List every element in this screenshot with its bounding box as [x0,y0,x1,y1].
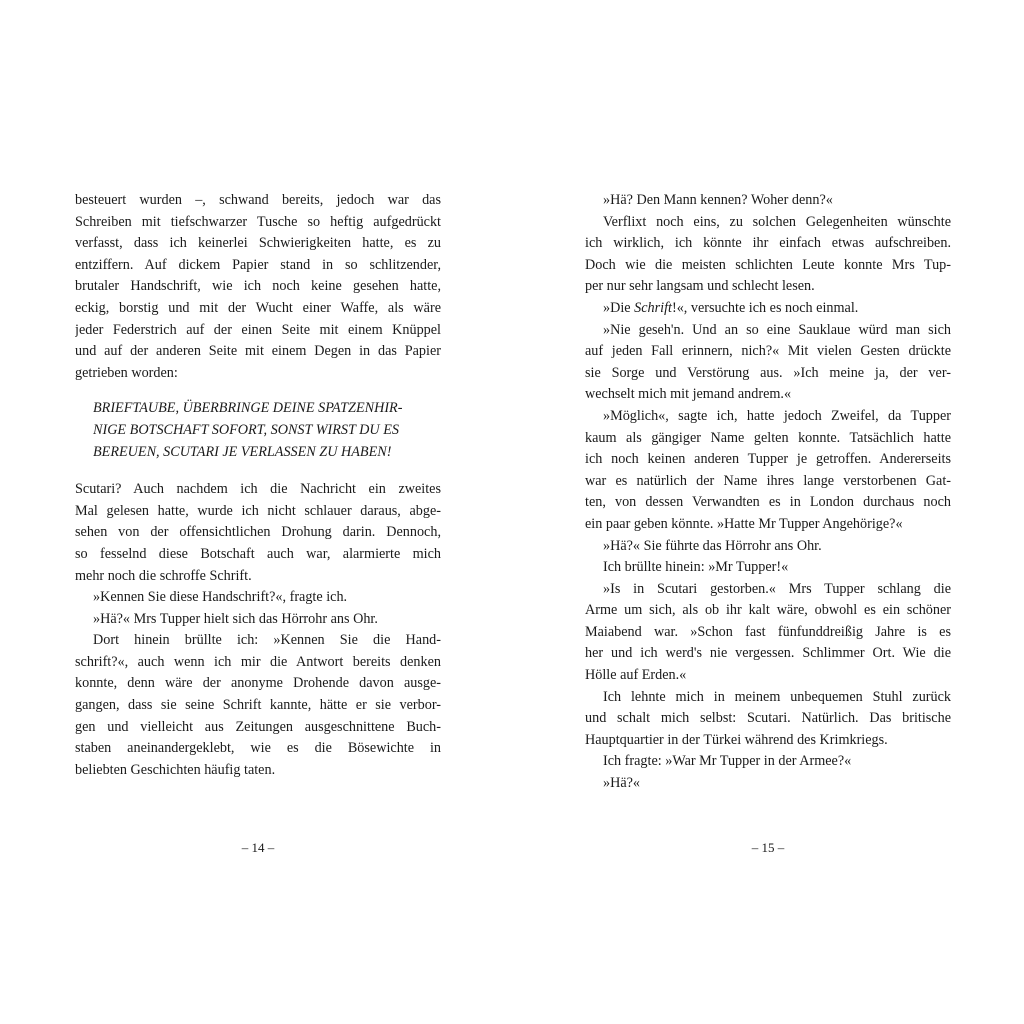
text-line: gangen, dass sie seine Schrift kannte, hätte er sie verbor- [75,697,441,714]
text-line: »Hä? Den Mann kennen? Woher denn?« [603,192,833,208]
text-line: mehr noch die schroffe Schrift. [75,567,252,584]
left-page [75,190,441,781]
text-line: und auf der anderen Seite mit einem Degen in das Papier [75,343,441,360]
text-line: beliebten Geschichten häufig taten. [75,761,276,778]
text-line: Hölle auf Erden.« [585,667,687,684]
text-line: staben aneinandergeklebt, wie es die Bösewichte in [75,740,441,757]
text-line: »Is in Scutari gestorben.« Mrs Tupper schlang die [603,580,951,597]
paragraph [75,587,441,609]
text-line: getrieben worden: [75,364,178,381]
text-line: Doch wie die meisten schlichten Leute konnte Mrs Tup- [585,256,951,273]
text-line: Schreiben mit tiefschwarzer Tusche so heftig aufgedrückt [75,213,441,230]
text-line: Ich fragte: »War Mr Tupper in der Armee?« [603,753,852,770]
text-line: »Nie geseh'n. Und an so eine Sauklaue würd man sich [603,321,951,338]
paragraph [585,320,951,406]
block-quote [93,398,441,463]
text-line: »Hä?« Sie führte das Hörrohr ans Ohr. [603,537,822,554]
paragraph [585,557,951,579]
text-line: so fesselnd diese Botschaft auch war, alarmierte mich [75,545,441,562]
text-line: entziffern. Auf dickem Papier stand in so schlitzender, [75,256,441,273]
text-line: Verflixt noch eins, zu solchen Gelegenheiten wünschte [603,213,951,230]
text-line: ein paar geben könnte. »Hatte Mr Tupper Angehörige?« [585,515,903,532]
text-line: »Kennen Sie diese Handschrift?«, fragte ich. [93,589,348,606]
text-line: eckig, borstig und mit der Wucht einer Waffe, als wäre [75,299,441,316]
paragraph [75,479,441,587]
text-line: konnte, denn wäre der anonyme Drohende davon ausge- [75,675,441,692]
paragraph [75,630,441,781]
text-line: schrift?«, auch wenn ich mir die Antwort bereits denken [75,653,441,670]
paragraph [585,212,951,298]
paragraph [585,190,951,212]
paragraph [585,687,951,752]
text-line: auf jeden Fall erinnern, nich?« Mit vielen Gesten drückte [585,343,951,360]
paragraph [585,536,951,558]
text-line: Maiabend war. »Schon fast fünfunddreißig Jahre is es [585,623,951,640]
text-line: »Möglich«, sagte ich, hatte jedoch Zweifel, da Tupper [603,407,951,424]
text-line: verfasst, dass ich keinerlei Schwierigkeiten hatte, es zu [75,235,441,252]
page-number-left: – 14 – [241,840,275,855]
text-line: ich noch keinen anderen Tupper je getroffen. Andererseits [585,451,951,468]
text-line: NIGE BOTSCHAFT SOFORT, SONST WIRST DU ES [93,421,399,438]
emphasis: Schrift [634,299,672,316]
paragraph [75,190,441,384]
text-line: gen und vielleicht aus Zeitungen ausgeschnittene Buch- [75,718,441,735]
page-number-right: – 15 – [751,840,785,855]
paragraph [585,406,951,536]
text-line: kaum als gängiger Name gelten konnte. Tatsächlich hatte [585,429,951,446]
paragraph [585,751,951,773]
text-line: und schalt mich selbst: Scutari. Natürlich. Das britische [585,710,951,727]
text-line: Ich lehnte mich in meinem unbequemen Stuhl zurück [603,688,951,705]
text-line: BEREUEN, SCUTARI JE VERLASSEN ZU HABEN! [93,443,392,460]
text-line: per nur sehr langsam und schlecht lesen. [585,278,815,295]
text-line: sie Sorge und Verstörung aus. »Ich meine ja, der ver- [585,364,951,381]
text-line: wechselt mich mit jemand andrem.« [585,386,792,403]
text-line: Dort hinein brüllte ich: »Kennen Sie die Hand- [93,632,441,649]
text-line: her und ich werd's nie vergessen. Schlimmer Ort. Wie die [585,645,951,662]
paragraph [75,609,441,631]
text-line: jeder Federstrich auf der einen Seite mit einem Knüppel [75,321,441,338]
text-line: sehen von der offensichtlichen Drohung darin. Dennoch, [75,524,441,541]
paragraph [585,773,951,795]
text-line: Scutari? Auch nachdem ich die Nachricht ein zweites [75,481,441,498]
text-line: »Hä?« [603,775,641,792]
text-line: »Hä?« Mrs Tupper hielt sich das Hörrohr ans Ohr. [93,610,378,627]
text-line: BRIEFTAUBE, ÜBERBRINGE DEINE SPATZENHIR- [93,400,403,417]
text-line: Arme um sich, als ob ihr kalt wäre, obwohl es ein schöner [585,602,951,619]
text-line: ten, von dessen Verwandten es in London durchaus noch [585,494,951,511]
text-line: Ich brüllte hinein: »Mr Tupper!« [603,559,789,576]
text-line: war es natürlich der Name ihres lange verstorbenen Gat- [585,472,951,489]
text-line: besteuert wurden –, schwand bereits, jedoch war das [75,192,441,208]
right-page [585,190,951,795]
text-line: »Die Schrift!«, versuchte ich es noch einmal. [603,299,859,316]
paragraph [585,298,951,320]
text-line: Hauptquartier in der Türkei während des Krimkriegs. [585,731,888,748]
text-line: brutaler Handschrift, wie ich noch keine gesehen hatte, [75,278,441,295]
paragraph [585,579,951,687]
text-line: ich wirklich, ich könnte ihr einfach etwas aufschreiben. [585,235,951,252]
text-line: Mal gelesen hatte, wurde ich nicht schlauer daraus, abge- [75,502,441,519]
